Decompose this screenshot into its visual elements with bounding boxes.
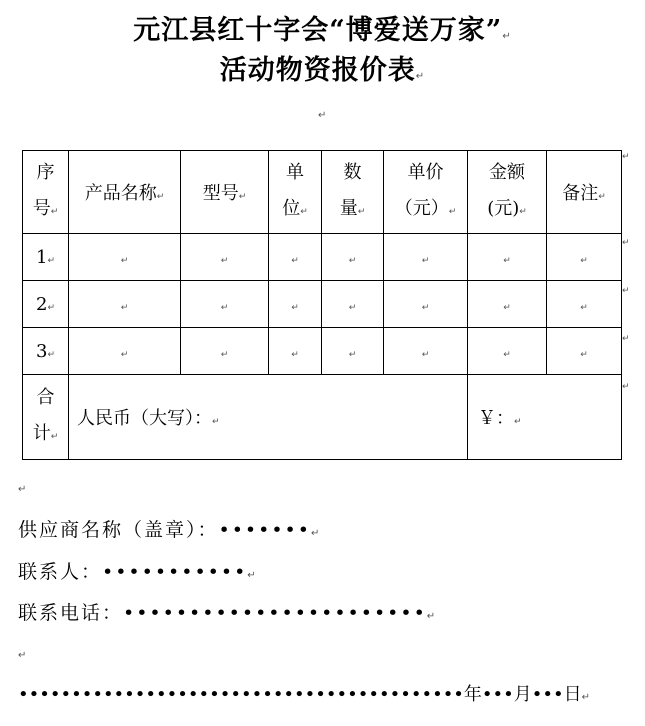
supplier-label: 供应商名称（盖章）： [18, 519, 219, 541]
row-end-mark: ↵ [622, 238, 630, 248]
phone-fill-field[interactable]: ••••••••••••••••••••••• [123, 602, 427, 624]
table-row [23, 234, 622, 281]
table-row [23, 281, 622, 328]
row-index: 3↵ [23, 328, 69, 375]
total-rmb-uppercase-field[interactable]: 人民币（大写）：↵ [69, 375, 468, 460]
header-model: 型号↵ [181, 151, 269, 234]
header-unit: 单 位↵ [269, 151, 322, 234]
remarks-cell[interactable]: ↵ [547, 281, 622, 328]
row-index: 2↵ [23, 281, 69, 328]
day-label: 日 [563, 684, 582, 705]
supplier-line: 供应商名称（盖章）：•••••••↵ [18, 519, 322, 541]
header-quantity: 数 量↵ [322, 151, 384, 234]
total-yen-amount-field[interactable]: ￥：↵ [468, 375, 622, 460]
quantity-cell[interactable]: ↵ [322, 234, 384, 281]
paragraph-mark: ↵ [318, 110, 327, 121]
quantity-cell[interactable]: ↵ [322, 281, 384, 328]
row-end-mark: ↵ [622, 382, 630, 392]
document-title-line2: 活动物资报价表↵ [219, 55, 426, 86]
supplier-fill-field[interactable]: ••••••• [218, 519, 311, 541]
remarks-cell[interactable]: ↵ [547, 234, 622, 281]
row-end-mark: ↵ [622, 334, 630, 344]
model-cell[interactable]: ↵ [181, 234, 269, 281]
phone-line: 联系电话：•••••••••••••••••••••••↵ [18, 602, 438, 624]
date-line: ••••••••••••••••••••••••••••••••••••••••••年•••月•••日↵ [18, 684, 591, 705]
quantity-cell[interactable]: ↵ [322, 328, 384, 375]
month-fill-field[interactable]: ••• [481, 684, 514, 705]
date-fill-field[interactable]: •••••••••••••••••••••••••••••••••••••••••• [18, 684, 464, 705]
model-cell[interactable]: ↵ [181, 281, 269, 328]
unit-cell[interactable]: ↵ [269, 328, 322, 375]
paragraph-mark: ↵ [18, 484, 27, 495]
header-amount: 金额 (元)↵ [468, 151, 547, 234]
document-title-line1: 元江县红十字会“博爱送万家”↵ [133, 15, 512, 46]
product-name-cell[interactable]: ↵ [69, 281, 181, 328]
year-label: 年 [463, 684, 482, 705]
day-fill-field[interactable]: ••• [531, 684, 564, 705]
amount-cell[interactable]: ↵ [468, 234, 547, 281]
unit-price-cell[interactable]: ↵ [384, 234, 468, 281]
quote-table [22, 150, 622, 460]
month-label: 月 [513, 684, 532, 705]
row-index: 1↵ [23, 234, 69, 281]
row-end-mark: ↵ [622, 152, 630, 162]
header-row [23, 151, 622, 234]
unit-cell[interactable]: ↵ [269, 281, 322, 328]
row-end-mark: ↵ [622, 286, 630, 296]
total-row [23, 375, 622, 460]
header-unit-price: 单价 （元）↵ [384, 151, 468, 234]
amount-cell[interactable]: ↵ [468, 281, 547, 328]
product-name-cell[interactable]: ↵ [69, 328, 181, 375]
total-label: 合 计↵ [23, 375, 69, 460]
header-remarks: 备注↵ [547, 151, 622, 234]
contact-label: 联系人： [18, 561, 103, 583]
header-product-name: 产品名称↵ [69, 151, 181, 234]
remarks-cell[interactable]: ↵ [547, 328, 622, 375]
unit-price-cell[interactable]: ↵ [384, 328, 468, 375]
contact-fill-field[interactable]: ••••••••••• [102, 561, 248, 583]
unit-price-cell[interactable]: ↵ [384, 281, 468, 328]
model-cell[interactable]: ↵ [181, 328, 269, 375]
contact-line: 联系人：•••••••••••↵ [18, 561, 258, 583]
amount-cell[interactable]: ↵ [468, 328, 547, 375]
unit-cell[interactable]: ↵ [269, 234, 322, 281]
table-row [23, 328, 622, 375]
header-index: 序 号↵ [23, 151, 69, 234]
product-name-cell[interactable]: ↵ [69, 234, 181, 281]
paragraph-mark: ↵ [18, 650, 27, 661]
phone-label: 联系电话： [18, 602, 124, 624]
